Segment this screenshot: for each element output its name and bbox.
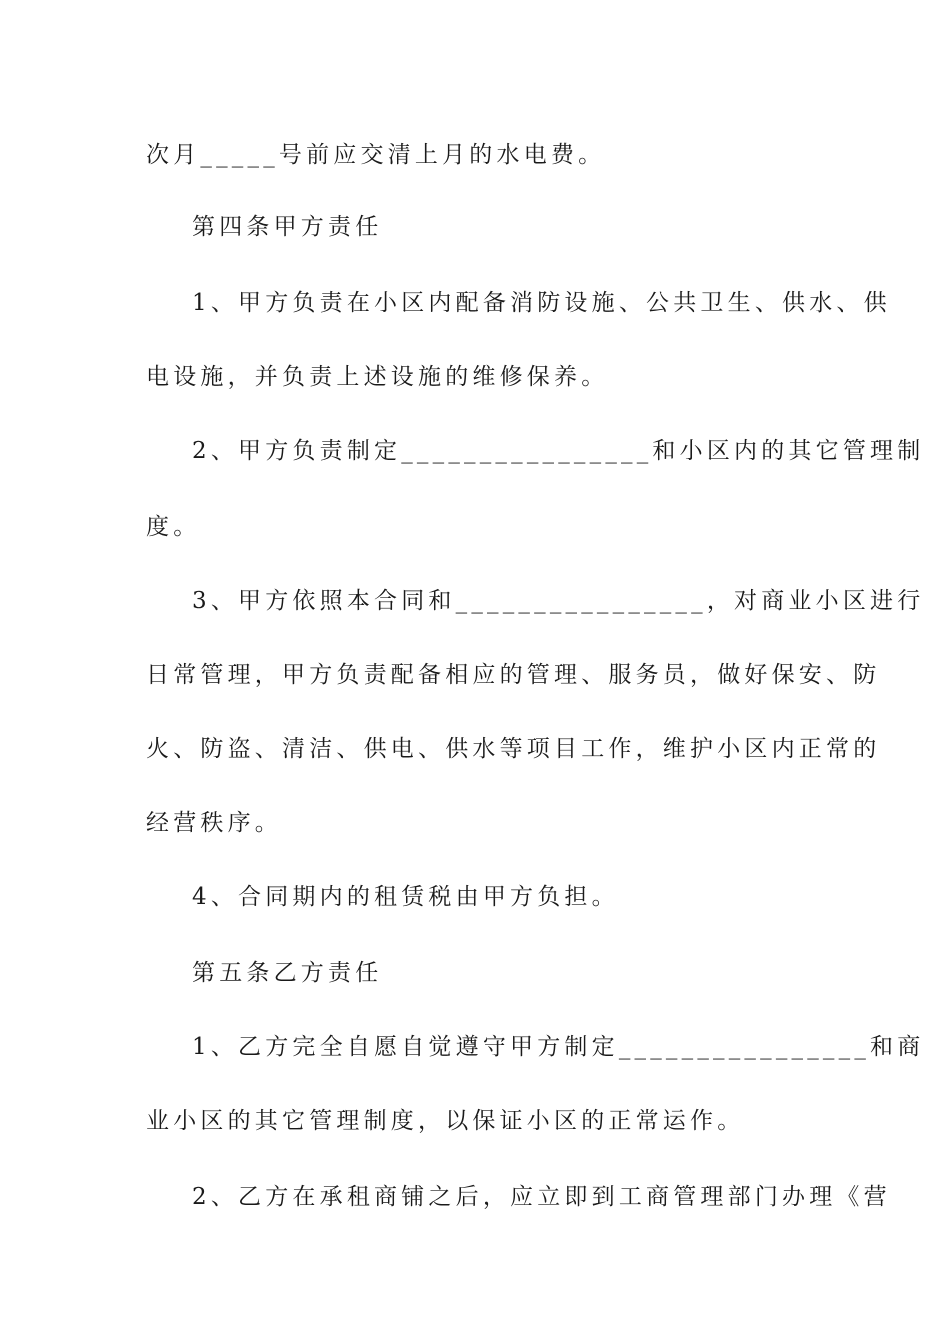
text-line: 1、乙方完全自愿自觉遵守甲方制定________________和商	[192, 1034, 925, 1060]
text-line: 2、甲方负责制定________________和小区内的其它管理制	[192, 438, 925, 464]
text-line: 业小区的其它管理制度，以保证小区的正常运作。	[146, 1108, 745, 1134]
text-line: 1、甲方负责在小区内配备消防设施、公共卫生、供水、供	[192, 290, 891, 316]
text-line: 经营秩序。	[146, 810, 282, 836]
text-line: 电设施，并负责上述设施的维修保养。	[146, 364, 609, 390]
text-line: 2、乙方在承租商铺之后，应立即到工商管理部门办理《营	[192, 1184, 891, 1210]
text-line: 度。	[146, 514, 201, 540]
section-heading: 第四条甲方责任	[192, 214, 383, 240]
text-line: 火、防盗、清洁、供电、供水等项目工作，维护小区内正常的	[146, 736, 881, 762]
text-line: 次月_____号前应交清上月的水电费。	[146, 142, 606, 168]
section-heading: 第五条乙方责任	[192, 960, 383, 986]
text-line: 4、合同期内的租赁税由甲方负担。	[192, 884, 619, 910]
text-line: 3、甲方依照本合同和________________，对商业小区进行	[192, 588, 925, 614]
text-line: 日常管理，甲方负责配备相应的管理、服务员，做好保安、防	[146, 662, 881, 688]
